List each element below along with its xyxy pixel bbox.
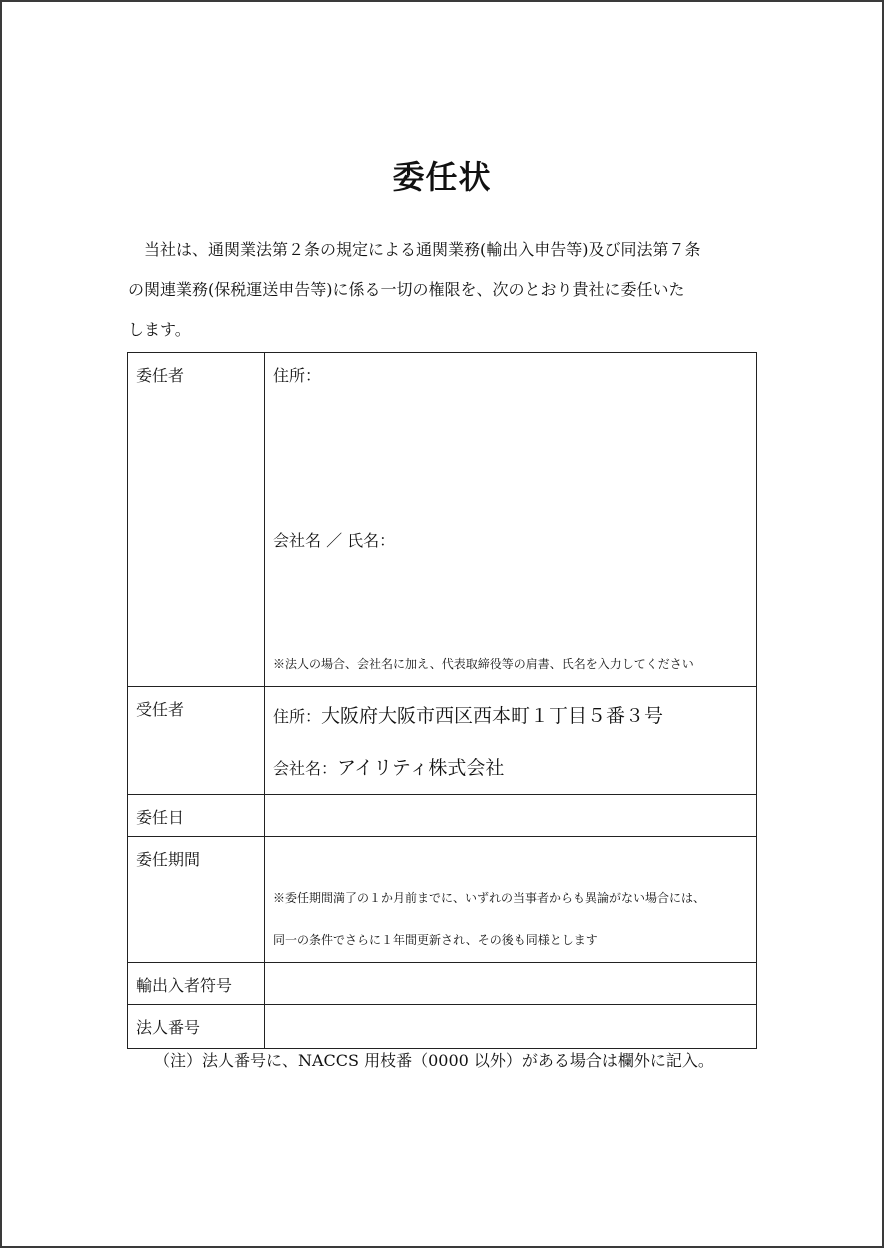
delegator-note: ※法人の場合、会社名に加え、代表取締役等の肩書、氏名を入力してください [273, 657, 694, 671]
corporate-number-field[interactable] [265, 1005, 757, 1049]
delegatee-label-cell [128, 687, 265, 795]
delegation-table [127, 352, 757, 1049]
delegation-period-row [128, 837, 757, 963]
document-title: 委任状 [392, 158, 492, 196]
footnote: （注）法人番号に、NACCS 用枝番（0000 以外）がある場合は欄外に記入。 [154, 1051, 714, 1070]
delegation-period-label: 委任期間 [136, 850, 201, 869]
intro-paragraph [128, 230, 768, 350]
delegatee-address-value: 大阪府大阪市西区西本町１丁目５番３号 [321, 705, 664, 727]
corporate-number-label-cell [128, 1005, 265, 1049]
delegatee-company [273, 755, 504, 782]
delegatee-company-value: アイリティ株式会社 [337, 757, 505, 779]
delegation-period-note-line1: ※委任期間満了の１か月前までに、いずれの当事者からも異論がない場合には、 [273, 891, 706, 905]
delegatee-row [128, 687, 757, 795]
delegatee-address [273, 703, 663, 730]
corporate-number-label: 法人番号 [136, 1018, 201, 1037]
delegator-company-label: 会社名 ／ 氏名： [273, 531, 396, 550]
delegation-date-label: 委任日 [136, 808, 185, 827]
delegation-date-field[interactable] [265, 795, 757, 837]
delegation-date-row [128, 795, 757, 837]
delegatee-label: 受任者 [136, 700, 185, 719]
delegatee-value-cell [265, 687, 757, 795]
importer-code-label: 輸出入者符号 [136, 976, 233, 995]
intro-line: します。 [128, 320, 191, 339]
delegatee-address-label: 住所： [273, 707, 322, 726]
delegation-date-label-cell [128, 795, 265, 837]
delegation-period-label-cell [128, 837, 265, 963]
delegator-label: 委任者 [136, 366, 185, 385]
importer-code-row [128, 963, 757, 1005]
corporate-number-row [128, 1005, 757, 1049]
importer-code-field[interactable] [265, 963, 757, 1005]
delegation-period-note-line2: 同一の条件でさらに１年間更新され、その後も同様とします [273, 933, 598, 947]
delegatee-company-label: 会社名： [273, 759, 338, 778]
delegator-row [128, 353, 757, 687]
delegator-value-cell[interactable] [265, 353, 757, 687]
intro-line: 当社は、通関業法第２条の規定による通関業務(輸出入申告等)及び同法第７条 [128, 240, 701, 259]
delegator-label-cell [128, 353, 265, 687]
intro-line: の関連業務(保税運送申告等)に係る一切の権限を、次のとおり貴社に委任いた [128, 280, 685, 299]
delegator-address-label: 住所： [273, 366, 322, 385]
delegation-period-value-cell[interactable] [265, 837, 757, 963]
importer-code-label-cell [128, 963, 265, 1005]
